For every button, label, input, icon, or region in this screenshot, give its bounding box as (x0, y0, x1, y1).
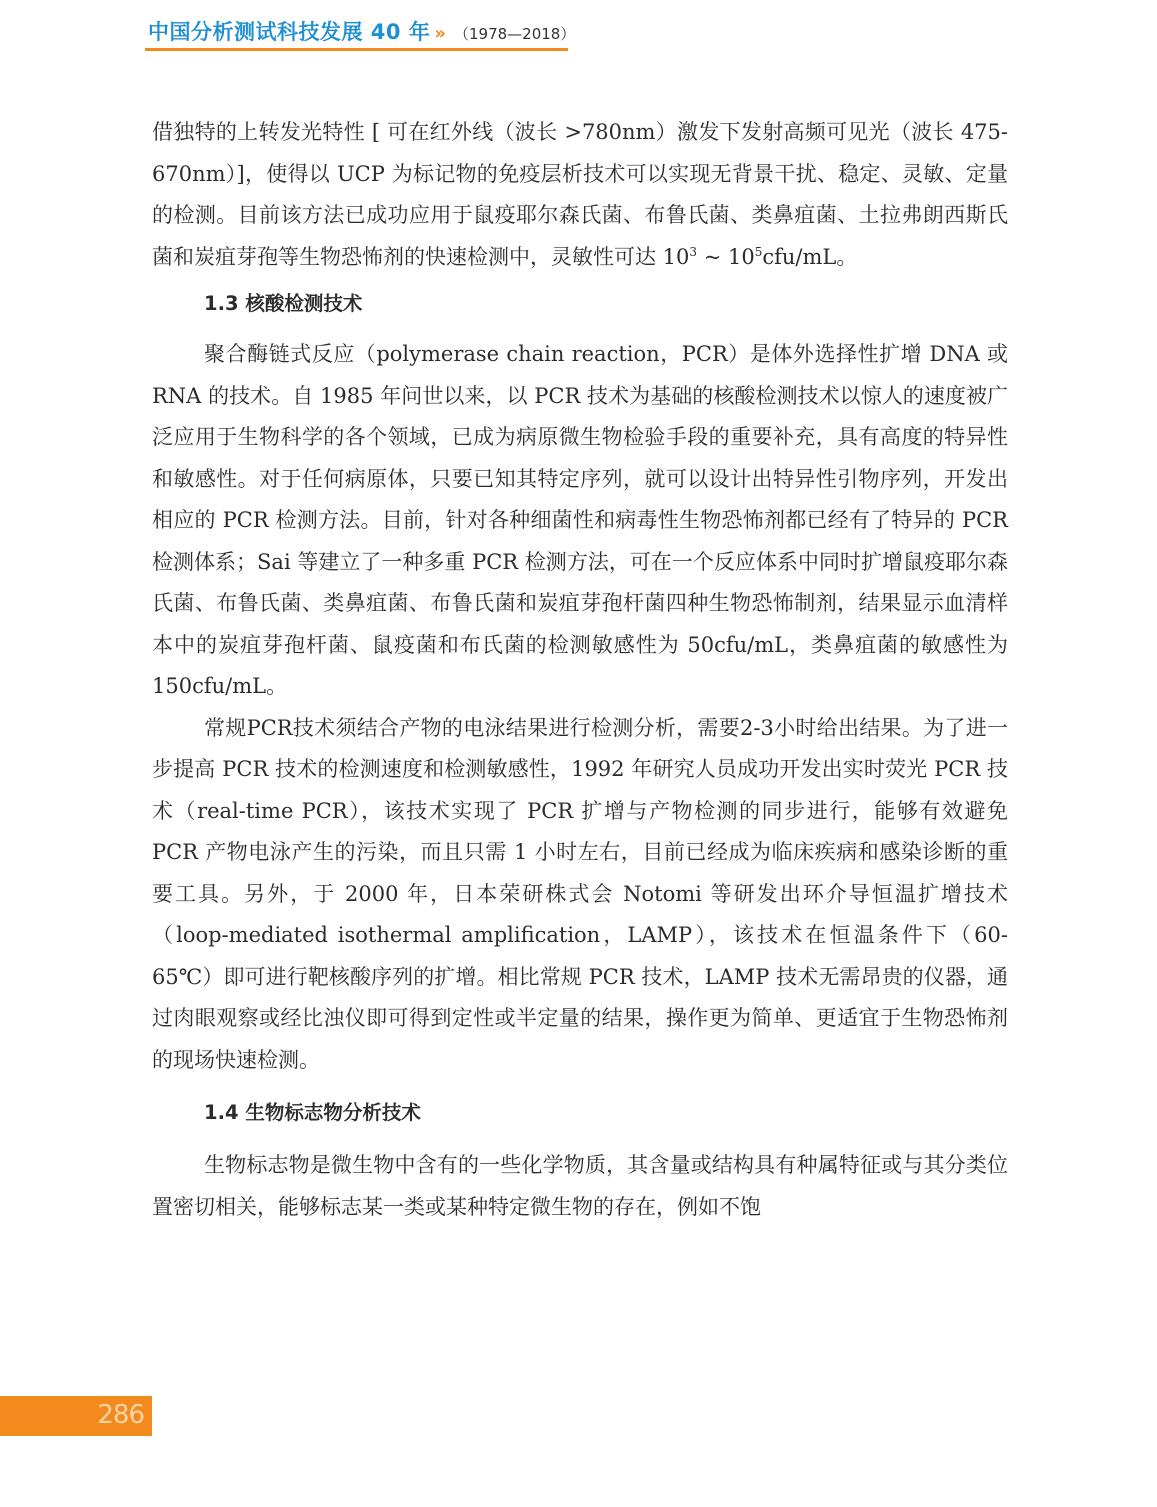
paragraph-biomarker: 生物标志物是微生物中含有的一些化学物质，其含量或结构具有种属特征或与其分类位置密切相关，能够标志某一类或某种特定微生物的存在，例如不饱 (152, 1153, 1008, 1219)
section-heading-1-3: 1.3 核酸检测技术 (204, 292, 363, 315)
exponent-5: 5 (754, 244, 763, 259)
range-separator: ~ 10 (697, 244, 755, 269)
page-number: 286 (97, 1400, 144, 1430)
header-rule (145, 48, 568, 51)
page-body (152, 112, 1008, 1228)
exponent-3: 3 (689, 244, 698, 259)
book-title: 中国分析测试科技发展 40 年 (148, 20, 431, 44)
page-number-tab (0, 1396, 152, 1436)
unit-text: cfu/mL。 (762, 244, 858, 269)
paragraph-realtime-pcr-lamp: 常规PCR技术须结合产物的电泳结果进行检测分析，需要2-3小时给出结果。为了进一步提高 PCR 技术的检测速度和检测敏感性，1992 年研究人员成功开发出实时荧光 PCR 技术（real-time PCR），该技术实现了 PCR 扩增与产物检测的同步进行，能够有效避免 PCR 产物电泳产生的污染，而且只需 1 小时左右，目前已经成为临床疾病和感染诊断的重要工具。另外，于 2000 年，日本荣研株式会 Notomi 等研发出环介导恒温扩增技术（loop-mediated isothermal amplification，LAMP），该技术在恒温条件下（60-65℃）即可进行靶核酸序列的扩增。相比常规 PCR 技术，LAMP 技术无需昂贵的仪器，通过肉眼观察或经比浊仪即可得到定性或半定量的结果，操作更为简单、更适宜于生物恐怖剂的现场快速检测。 (152, 715, 1008, 1072)
ucp-text: 借独特的上转发光特性 [ 可在红外线（波长 >780nm）激发下发射高频可见光（波长 475-670nm）]，使得以 UCP 为标记物的免疫层析技术可以实现无背景干扰、稳定、灵敏、定量的检测。目前该方法已成功应用于鼠疫耶尔森氏菌、布鲁氏菌、类鼻疽菌、土拉弗朗西斯氏菌和炭疽芽孢等生物恐怖剂的快速检测中，灵敏性可达 10 (152, 120, 1008, 269)
double-chevron-icon: » (434, 23, 446, 44)
running-header (148, 16, 575, 46)
book-years: （1978—2018） (454, 25, 576, 43)
section-heading-1-4: 1.4 生物标志物分析技术 (204, 1101, 421, 1124)
paragraph-ucp-continuation (152, 112, 1008, 278)
paragraph-pcr: 聚合酶链式反应（polymerase chain reaction，PCR）是体外选择性扩增 DNA 或 RNA 的技术。自 1985 年问世以来，以 PCR 技术为基础的核酸检测技术以惊人的速度被广泛应用于生物科学的各个领域，已成为病原微生物检验手段的重要补充，具有高度的特异性和敏感性。对于任何病原体，只要已知其特定序列，就可以设计出特异性引物序列，开发出相应的 PCR 检测方法。目前，针对各种细菌性和病毒性生物恐怖剂都已经有了特异的 PCR 检测体系；Sai 等建立了一种多重 PCR 检测方法，可在一个反应体系中同时扩增鼠疫耶尔森氏菌、布鲁氏菌、类鼻疽菌、布鲁氏菌和炭疽芽孢杆菌四种生物恐怖制剂，结果显示血清样本中的炭疽芽孢杆菌、鼠疫菌和布氏菌的检测敏感性为 50cfu/mL，类鼻疽菌的敏感性为 150cfu/mL。 (152, 342, 1008, 698)
